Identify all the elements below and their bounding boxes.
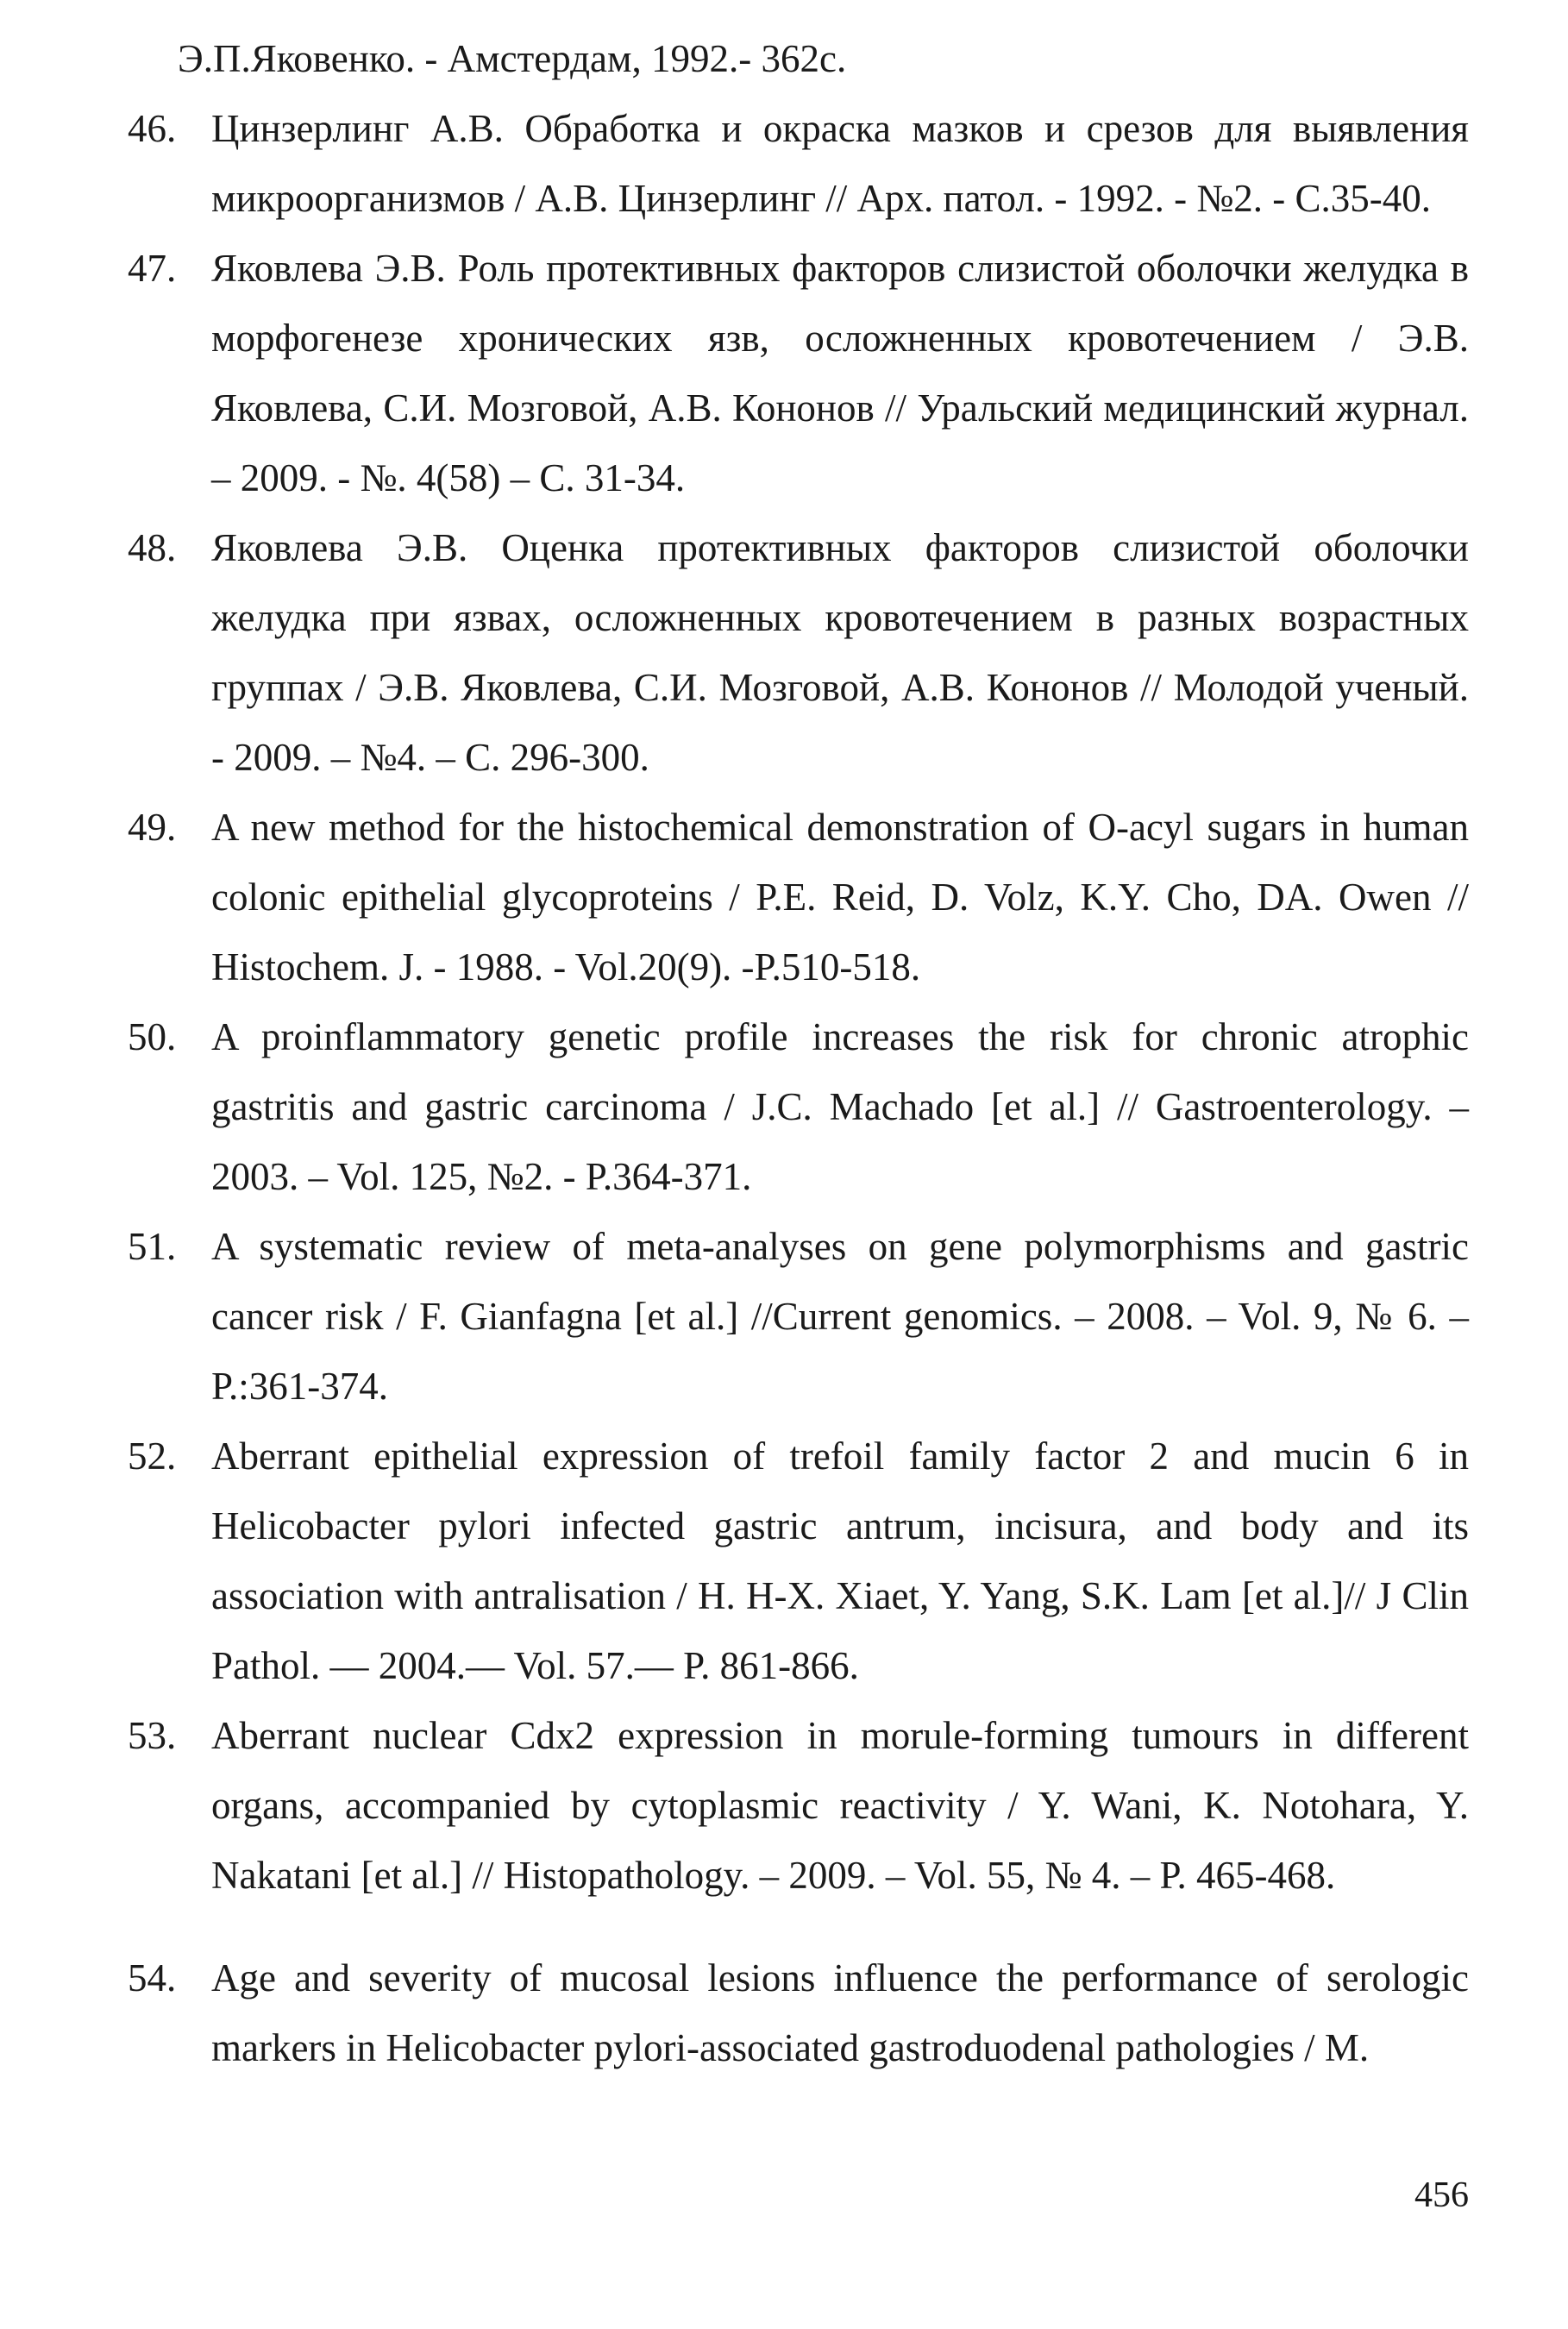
reference-number: 48.: [128, 526, 177, 569]
reference-text: A proinflammatory genetic profile increases the risk for chronic atrophic gastritis and gastric carcinoma / J.C. Machado [et al.] // Gastroenterology. – 2003. – Vol. 125, №2. - P.364-371.: [211, 1015, 1469, 1198]
reference-item: [128, 1422, 1469, 1701]
reference-number: 46.: [128, 107, 177, 150]
reference-text: A systematic review of meta-analyses on gene polymorphisms and gastric cancer risk / F. Gianfagna [et al.] //Current genomics. – 2008. – Vol. 9, № 6. – P.:361-374.: [211, 1225, 1469, 1408]
reference-item: [128, 793, 1469, 1002]
reference-text: Яковлева Э.В. Оценка протективных факторов слизистой оболочки желудка при язвах, осложненных кровотечением в разных возрастных группах / Э.В. Яковлева, С.И. Мозговой, А.В. Кононов // Молодой ученый. - 2009. – №4. – С. 296-300.: [211, 526, 1469, 779]
reference-text: Aberrant nuclear Cdx2 expression in morule-forming tumours in different organs, accompanied by cytoplasmic reactivity / Y. Wani, K. Notohara, Y. Nakatani [et al.] // Histopathology. – 2009. – Vol. 55, № 4. – P. 465-468.: [211, 1714, 1469, 1897]
reference-number: 50.: [128, 1015, 177, 1058]
reference-number: 53.: [128, 1714, 177, 1757]
reference-item: [128, 1943, 1469, 2083]
reference-text: Яковлева Э.В. Роль протективных факторов слизистой оболочки желудка в морфогенезе хронических язв, осложненных кровотечением / Э.В. Яковлева, С.И. Мозговой, А.В. Кононов // Уральский медицинский журнал. – 2009. - №. 4(58) – С. 31-34.: [211, 247, 1469, 499]
reference-item: [128, 1701, 1469, 1911]
reference-text: Цинзерлинг А.В. Обработка и окраска мазков и срезов для выявления микроорганизмов / А.В. Цинзерлинг // Арх. патол. - 1992. - №2. - С.35-40.: [211, 107, 1469, 220]
page-number: 456: [1414, 2175, 1469, 2215]
reference-number: 47.: [128, 247, 177, 290]
reference-item: [128, 1002, 1469, 1212]
reference-item: [128, 1212, 1469, 1422]
reference-text: A new method for the histochemical demonstration of O-acyl sugars in human colonic epithelial glycoproteins / P.E. Reid, D. Volz, K.Y. Cho, DA. Owen // Histochem. J. - 1988. - Vol.20(9). -P.510-518.: [211, 806, 1469, 989]
reference-text: Aberrant epithelial expression of trefoil family factor 2 and mucin 6 in Helicobacter pylori infected gastric antrum, incisura, and body and its association with antralisation / H. H-X. Xiaet, Y. Yang, S.K. Lam [et al.]// J Clin Pathol. — 2004.— Vol. 57.— P. 861-866.: [211, 1434, 1469, 1687]
reference-number: 54.: [128, 1956, 177, 1999]
reference-list: [128, 24, 1469, 2083]
reference-number: 52.: [128, 1434, 177, 1478]
reference-item: [128, 94, 1469, 234]
reference-item: [128, 234, 1469, 513]
reference-item: [128, 513, 1469, 793]
reference-continuation: Э.П.Яковенко. - Амстердам, 1992.- 362с.: [178, 37, 847, 80]
reference-number: 49.: [128, 806, 177, 849]
reference-number: 51.: [128, 1225, 177, 1268]
reference-text: Age and severity of mucosal lesions influence the performance of serologic markers in Helicobacter pylori-associated gastroduodenal pathologies / M.: [211, 1956, 1469, 2069]
